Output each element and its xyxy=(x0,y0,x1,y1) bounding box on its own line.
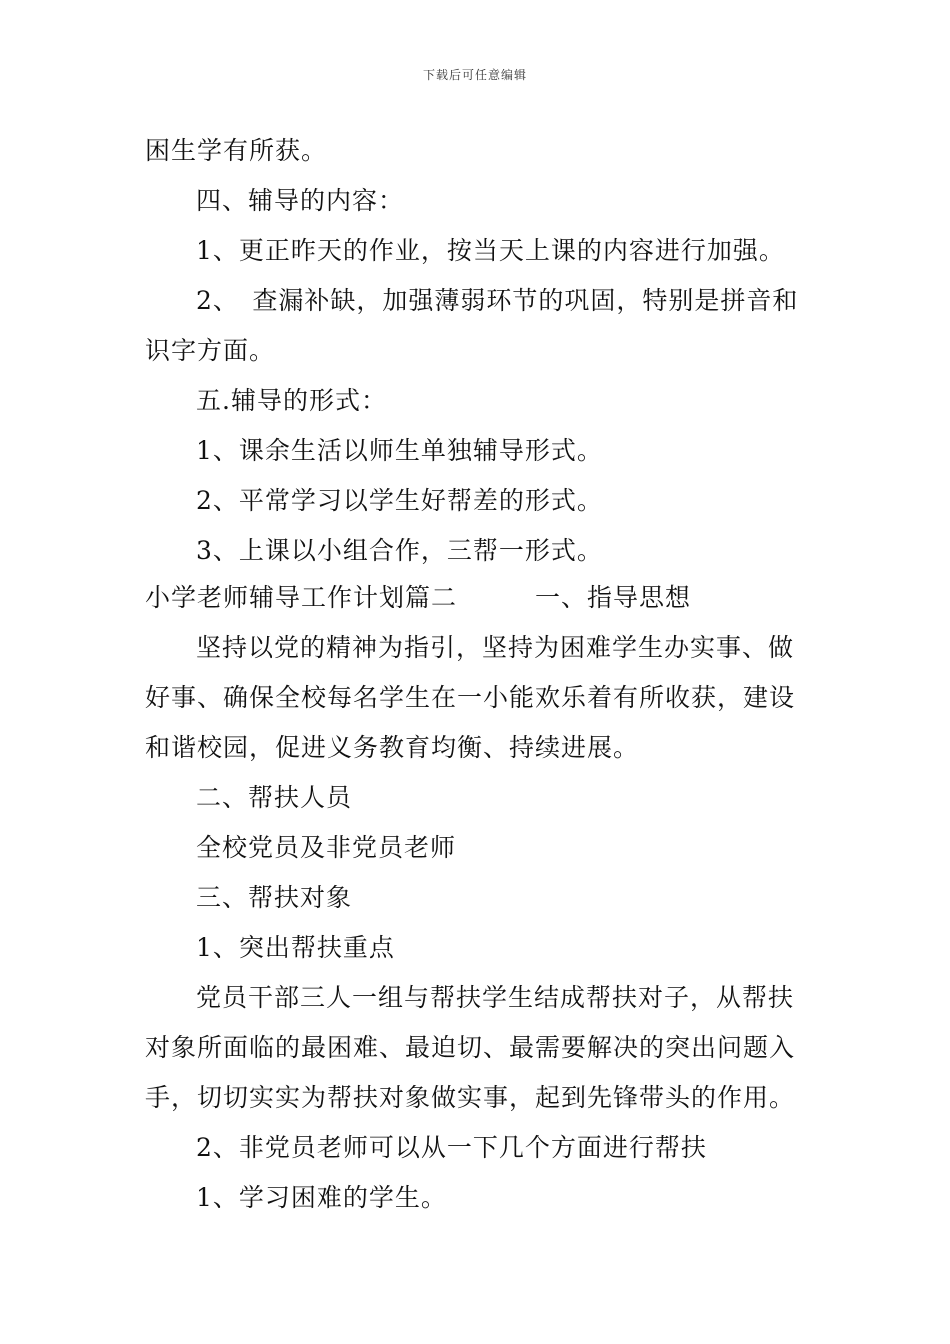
paragraph-line: 党员干部三人一组与帮扶学生结成帮扶对子，从帮扶 xyxy=(196,983,795,1012)
list-item: 1、课余生活以师生单独辅导形式。 xyxy=(196,436,603,465)
paragraph-line: 好事、确保全校每名学生在一小能欢乐着有所收获，建设 xyxy=(145,683,796,712)
paragraph-line: 坚持以党的精神为指引，坚持为困难学生办实事、做 xyxy=(196,633,795,662)
list-item: 2、 查漏补缺，加强薄弱环节的巩固，特别是拼音和 xyxy=(196,286,799,315)
paragraph-line: 和谐校园，促进义务教育均衡、持续进展。 xyxy=(145,733,640,762)
list-item: 3、上课以小组合作，三帮一形式。 xyxy=(196,536,603,565)
paragraph-line: 困生学有所获。 xyxy=(145,136,328,165)
list-item: 1、突出帮扶重点 xyxy=(196,933,395,962)
section-heading: 五.辅导的形式： xyxy=(196,386,387,415)
list-item: 2、非党员老师可以从一下几个方面进行帮扶 xyxy=(196,1133,707,1162)
article-title-line: 小学老师辅导工作计划篇二 一、指导思想 xyxy=(145,583,692,612)
list-item: 1、更正昨天的作业，按当天上课的内容进行加强。 xyxy=(196,236,785,265)
section-heading: 四、辅导的内容： xyxy=(196,186,405,215)
paragraph-line: 识字方面。 xyxy=(145,336,276,365)
section-heading: 二、帮扶人员 xyxy=(196,783,353,812)
paragraph-line: 对象所面临的最困难、最迫切、最需要解决的突出问题入 xyxy=(145,1033,796,1062)
page-header-note: 下载后可任意编辑 xyxy=(422,68,527,82)
list-item: 1、学习困难的学生。 xyxy=(196,1183,447,1212)
section-heading: 三、帮扶对象 xyxy=(196,883,353,912)
paragraph-line: 全校党员及非党员老师 xyxy=(196,833,457,862)
paragraph-line: 手，切切实实为帮扶对象做实事，起到先锋带头的作用。 xyxy=(145,1083,796,1112)
list-item: 2、平常学习以学生好帮差的形式。 xyxy=(196,486,603,515)
